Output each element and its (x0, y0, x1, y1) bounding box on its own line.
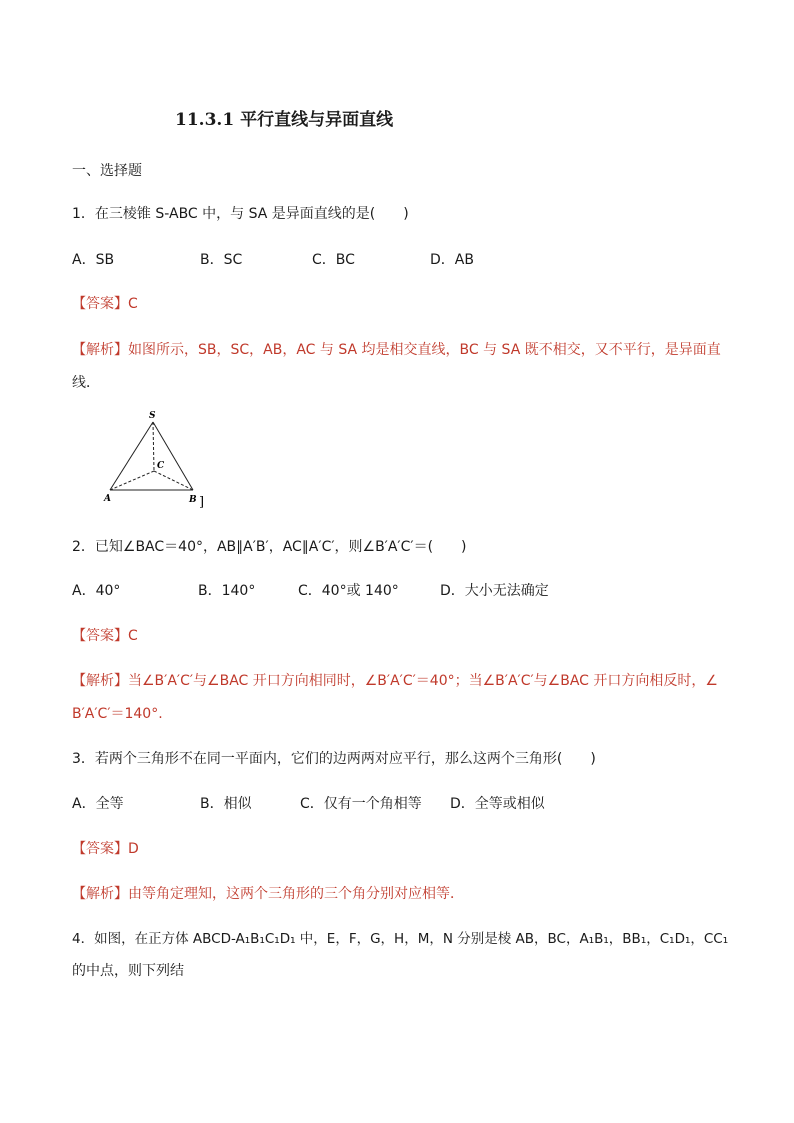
figure-bracket: ] (199, 495, 205, 510)
question-4-stem-line-1: 4．如图，在正方体 ABCD-A₁B₁C₁D₁ 中，E，F，G，H，M，N 分别是棱 AB，BC，A₁B₁，BB₁，C₁D₁，CC₁ (72, 931, 729, 947)
q3-option-d: D．全等或相似 (450, 796, 545, 812)
q1-answer (72, 293, 138, 313)
q1-option-b: B．SC (200, 252, 243, 268)
explain-text: 如图所示，SB，SC，AB，AC 与 SA 均是相交直线，BC 与 SA 既不相交，又不平行，是异面直 (128, 342, 721, 358)
edge-sc (153, 422, 154, 471)
question-2-stem: 2．已知∠BAC＝40°，AB∥A′B′，AC∥A′C′，则∠B′A′C′＝( ) (72, 539, 467, 555)
q3-option-c: C．仅有一个角相等 (300, 796, 422, 812)
q3-answer (72, 838, 139, 858)
q1-explanation-line-1 (72, 339, 721, 359)
q2-option-d: D．大小无法确定 (440, 583, 549, 599)
explain-text: 由等角定理知，这两个三角形的三个角分别对应相等． (128, 886, 464, 902)
explain-text: 当∠B′A′C′与∠BAC 开口方向相同时，∠B′A′C′＝40°；当∠B′A′C′与∠BAC 开口方向相反时，∠ (128, 673, 718, 689)
q2-option-b: B．140° (198, 583, 256, 599)
q1-explanation-line-2: 线． (72, 375, 100, 391)
explain-label: 【解析】 (72, 673, 128, 689)
answer-value: C (128, 628, 138, 644)
q2-explanation-line-1 (72, 670, 718, 690)
question-1-stem: 1．在三棱锥 S-ABC 中，与 SA 是异面直线的是( ) (72, 206, 409, 222)
q2-option-c: C．40°或 140° (298, 583, 399, 599)
label-c: C (157, 461, 165, 471)
q2-option-a: A．40° (72, 583, 121, 599)
answer-label: 【答案】 (72, 628, 128, 644)
q3-explanation (72, 883, 464, 903)
answer-label: 【答案】 (72, 296, 128, 312)
explain-label: 【解析】 (72, 342, 128, 358)
q1-option-c: C．BC (312, 252, 355, 268)
label-b: B (189, 495, 197, 505)
label-a: A (104, 494, 111, 504)
q1-option-d: D．AB (430, 252, 474, 268)
q1-option-a: A．SB (72, 252, 115, 268)
answer-value: D (128, 841, 139, 857)
page-title: 11.3.1 平行直线与异面直线 (175, 110, 394, 130)
explain-label: 【解析】 (72, 886, 128, 902)
tetrahedron-figure (100, 405, 215, 510)
edge-sa (110, 422, 153, 490)
q2-answer (72, 625, 138, 645)
answer-label: 【答案】 (72, 841, 128, 857)
q3-option-b: B．相似 (200, 796, 252, 812)
answer-value: C (128, 296, 138, 312)
q2-explanation-line-2: B′A′C′＝140°. (72, 706, 163, 722)
q3-option-a: A．全等 (72, 796, 124, 812)
question-4-stem-line-2: 的中点，则下列结 (72, 963, 184, 979)
section-heading: 一、选择题 (72, 163, 142, 179)
question-3-stem: 3．若两个三角形不在同一平面内，它们的边两两对应平行，那么这两个三角形( ) (72, 751, 596, 767)
label-s: S (149, 411, 156, 421)
edge-ac (110, 471, 154, 490)
